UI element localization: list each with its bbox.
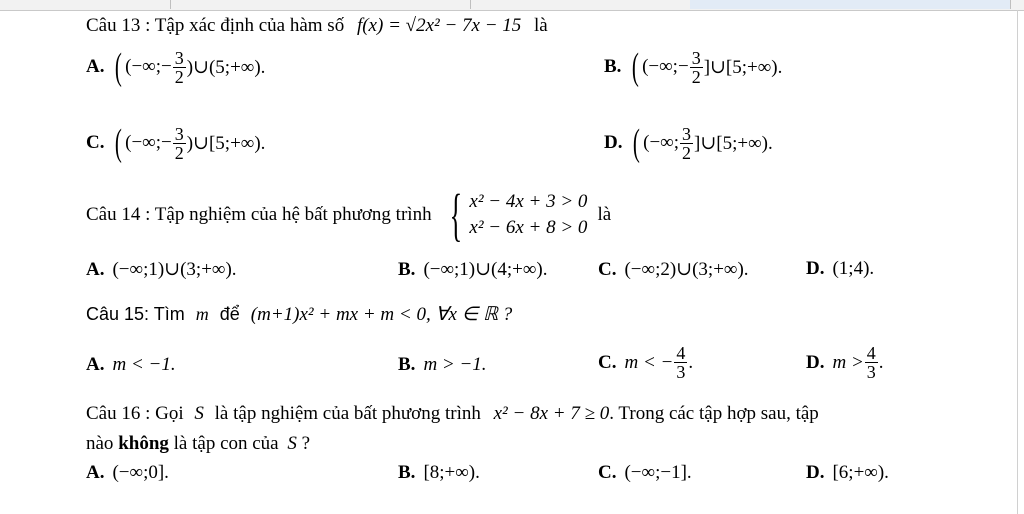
q14-b-text: (−∞;1)∪(4;+∞). (423, 259, 548, 280)
option-label: A. (86, 462, 105, 483)
q13-a-right: )∪(5;+∞). (186, 56, 266, 78)
q14-equation-1: x² − 4x + 3 > 0 (469, 191, 588, 212)
q15-option-a (86, 354, 176, 376)
q15-option-b (398, 354, 487, 376)
q13-option-c (86, 124, 265, 162)
q15-c-fraction (674, 344, 687, 381)
q13-option-d (604, 124, 773, 162)
q16-text-2a: nào (86, 433, 114, 454)
denominator: 3 (676, 362, 686, 382)
option-label: D. (806, 351, 825, 373)
system-brace: { (449, 182, 462, 247)
option-label: C. (598, 462, 617, 483)
q15-c-post: . (688, 351, 694, 373)
denominator: 2 (174, 142, 184, 163)
q14-equation-2: x² − 6x + 8 > 0 (469, 217, 588, 238)
minus: − (161, 132, 172, 153)
numerator: 3 (174, 47, 184, 68)
q14-tail: là (597, 204, 612, 225)
option-label: B. (398, 462, 416, 483)
numerator: 3 (682, 123, 692, 144)
q15-option-c (598, 344, 693, 381)
q13-c-fraction (173, 125, 186, 162)
q13-d-left: (−∞; (643, 132, 680, 153)
q14-d-text: (1;4). (832, 258, 875, 279)
q15-b-text: m > −1. (423, 354, 487, 375)
q13-d-right: ]∪[5;+∞). (694, 132, 773, 154)
q16-stem-line-1 (86, 402, 819, 426)
q16-b-text: [8;+∞). (423, 462, 480, 483)
q14-a-text: (−∞;1)∪(3;+∞). (112, 259, 237, 280)
q16-bold-khong: không (118, 433, 169, 454)
q13-c-left: (−∞; (125, 132, 162, 153)
q14-option-a (86, 258, 237, 281)
q13-stem-text: Câu 13 : Tập xác định của hàm số (86, 15, 345, 36)
q14-option-c (598, 258, 749, 281)
q14-option-b (398, 258, 548, 281)
option-label: A. (86, 258, 105, 280)
q15-option-d (806, 344, 884, 381)
q16-text-1c: . Trong các tập hợp sau, tập (609, 403, 819, 424)
option-label: C. (598, 351, 617, 373)
toolbar-segment (170, 0, 471, 9)
q13-b-right: ]∪[5;+∞). (703, 56, 783, 78)
q13-tail: là (534, 15, 548, 36)
paren: ( (633, 122, 641, 164)
option-label: C. (86, 132, 105, 153)
minus: − (161, 56, 172, 77)
q14-system (469, 189, 587, 241)
option-label: B. (398, 258, 416, 280)
top-toolbar-strip (0, 0, 1024, 11)
q13-a-fraction (173, 49, 186, 86)
numerator: 4 (676, 343, 686, 363)
numerator: 3 (691, 47, 701, 68)
q16-text-2b: là tập con của (173, 433, 279, 454)
q14-option-d (806, 258, 874, 280)
numerator: 4 (866, 343, 876, 363)
denominator: 3 (866, 362, 876, 382)
numerator: 3 (174, 123, 184, 144)
q16-set-s-ref: S (287, 433, 297, 454)
option-label: D. (604, 132, 623, 153)
q16-c-text: (−∞;−1]. (624, 462, 692, 483)
q16-stem-line-2 (86, 432, 310, 456)
q16-option-a (86, 462, 169, 484)
paren: ( (632, 46, 640, 88)
q13-c-right: )∪[5;+∞). (186, 132, 266, 154)
q15-condition: (m+1)x² + mx + m < 0, ∀x ∈ ℝ ? (250, 304, 513, 325)
q13-d-fraction (680, 125, 693, 162)
q16-option-d (806, 462, 889, 484)
q13-option-a (86, 48, 265, 86)
q16-option-b (398, 462, 480, 484)
q14-stem (86, 182, 612, 247)
toolbar-segment (0, 0, 171, 9)
toolbar-segment-active (690, 0, 1011, 9)
q14-c-text: (−∞;2)∪(3;+∞). (624, 259, 749, 280)
q16-text-1b: là tập nghiệm của bất phương trình (214, 403, 481, 424)
option-label: D. (806, 258, 825, 279)
q13-option-b (604, 48, 782, 86)
q13-stem (86, 14, 548, 38)
q15-variable: m (195, 304, 209, 324)
option-label: D. (806, 462, 825, 483)
toolbar-segment (470, 0, 691, 9)
q16-set-s: S (194, 403, 204, 424)
option-label: C. (598, 258, 617, 280)
q13-b-left: (−∞; (642, 56, 678, 77)
q16-option-c (598, 462, 692, 484)
q15-d-post: . (878, 351, 884, 373)
q16-inequality: x² − 8x + 7 ≥ 0 (493, 403, 610, 424)
denominator: 2 (174, 66, 184, 87)
denominator: 2 (691, 66, 701, 87)
q16-d-text: [6;+∞). (832, 462, 889, 483)
q15-stem (86, 302, 512, 327)
q16-text-1a: Câu 16 : Gọi (86, 403, 184, 424)
paren: ( (115, 46, 123, 88)
minus: − (677, 56, 689, 77)
option-label: B. (604, 56, 622, 77)
option-label: A. (86, 354, 105, 375)
q16-a-text: (−∞;0]. (112, 462, 169, 483)
q15-d-pre: m > (832, 351, 864, 373)
q15-a-text: m < −1. (112, 354, 176, 375)
option-label: A. (86, 56, 105, 77)
q13-b-fraction (690, 49, 703, 86)
option-label: B. (398, 354, 416, 375)
denominator: 2 (682, 142, 692, 163)
q15-stem-text: Câu 15: Tìm (86, 304, 185, 324)
q15-de: để (219, 304, 240, 324)
paren: ( (115, 122, 123, 164)
q14-stem-text: Câu 14 : Tập nghiệm của hệ bất phương trình (86, 204, 432, 225)
q16-question-mark: ? (301, 433, 311, 454)
q13-a-left: (−∞; (125, 56, 162, 77)
q13-function: f(x) = √2x² − 7x − 15 (356, 15, 522, 36)
q15-c-pre: m < − (624, 351, 674, 373)
q15-d-fraction (865, 344, 878, 381)
page-edge-rule (1017, 10, 1018, 514)
